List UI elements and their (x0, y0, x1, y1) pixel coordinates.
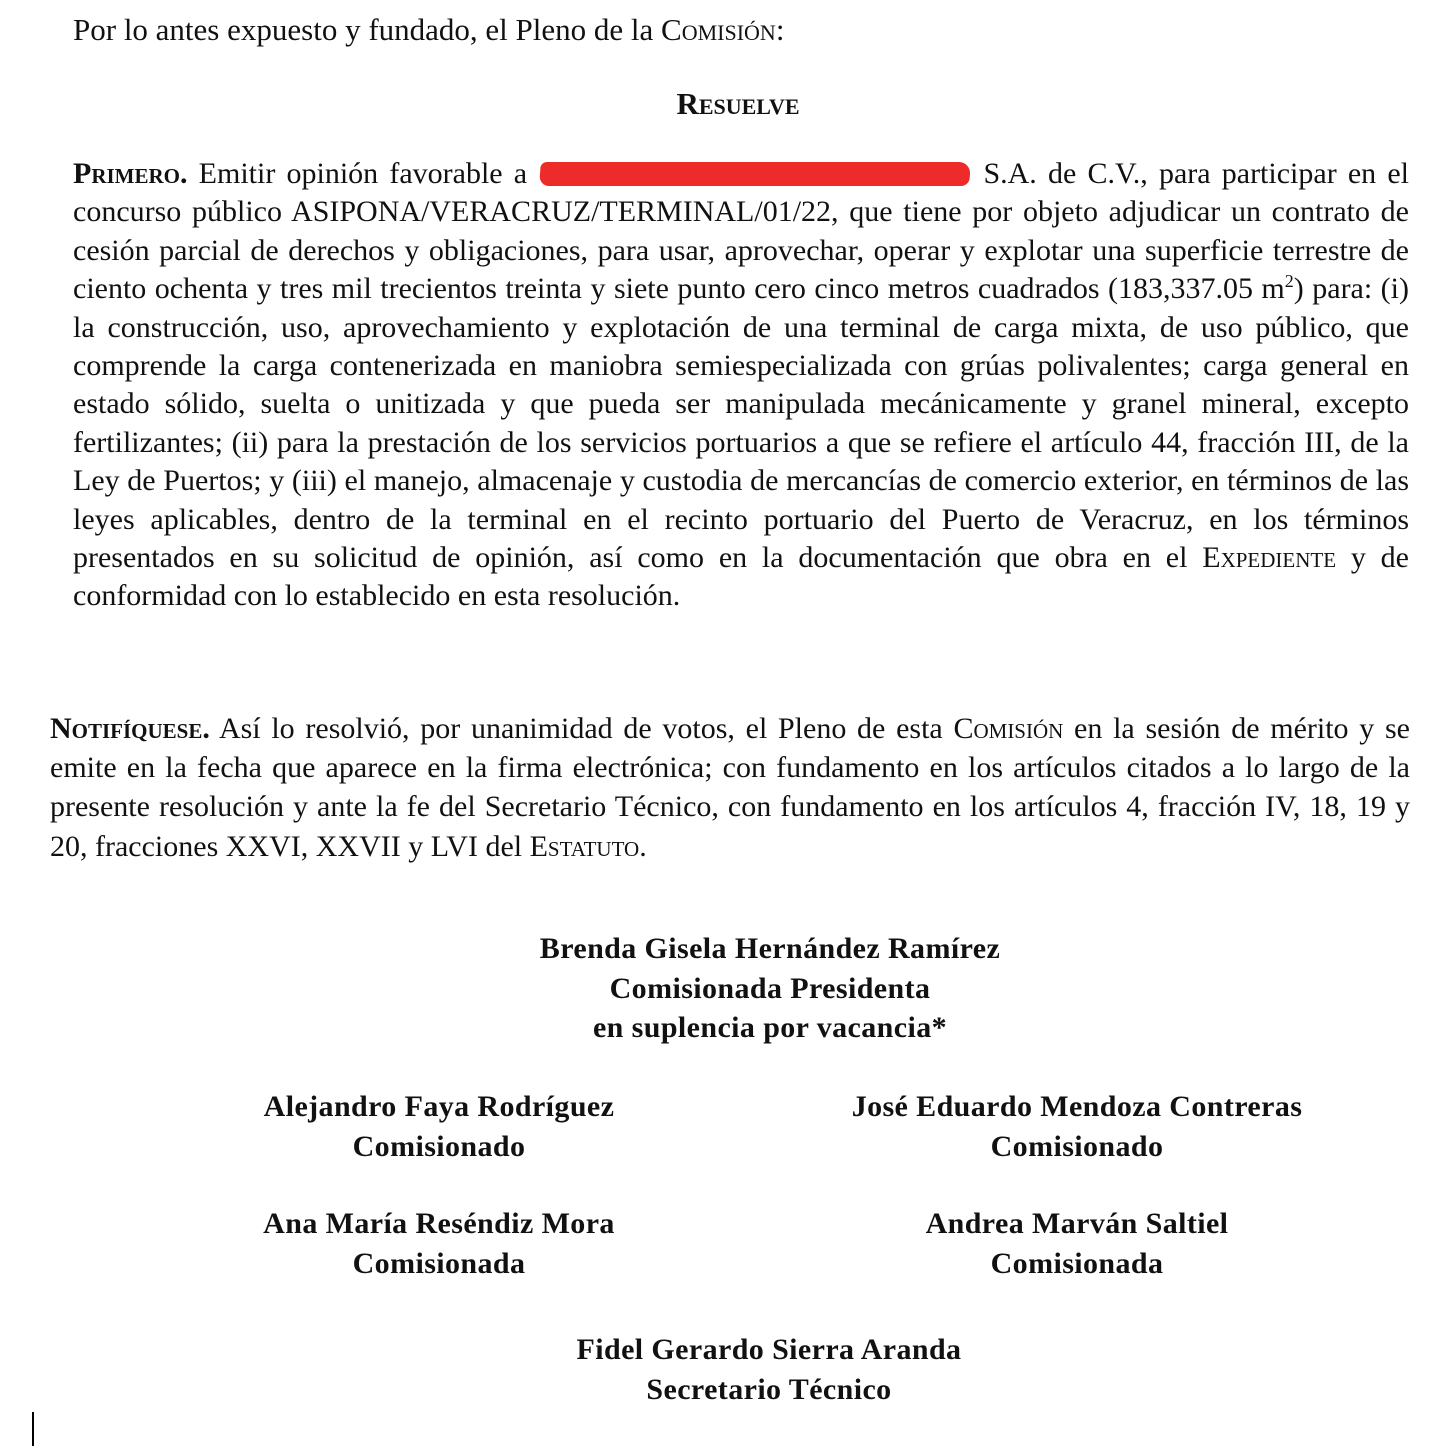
signature-name: José Eduardo Mendoza Contreras (851, 1090, 1303, 1123)
signature-left-bottom (179, 1204, 699, 1283)
signature-name: Andrea Marván Saltiel (925, 1207, 1229, 1240)
primero-text-after: S.A. de C.V., para participar en el concurso público ASIPONA/VERACRUZ/TERMINAL/01/22, que tiene por objeto adjudicar un contrato de cesión parcial de derechos y obligaciones, para usar, aprovechar, operar y explotar una superficie terrestre de ciento ochenta y tres mil trecientos treinta y siete punto cero cinco metros cuadrados (183,337.05 m (73, 157, 1409, 306)
text-cursor (32, 1412, 34, 1446)
signature-secretary (469, 1330, 1069, 1409)
signature-name: Alejandro Faya Rodríguez (263, 1090, 615, 1123)
notifiquese-text-1: Así lo resolvió, por unanimidad de votos, el Pleno de esta (209, 712, 954, 745)
intro-comision: Comisión (661, 12, 776, 47)
signature-president (470, 929, 1070, 1048)
primero-text-before: Emitir opinión favorable a (187, 157, 539, 190)
signature-title: Comisionada (352, 1246, 526, 1280)
primero-text-end: y de conformidad con lo establecido en esta resolución. (73, 541, 1409, 613)
primero-text-after-sup: ) para: (i) la construcción, uso, aprovechamiento y explotación de una terminal de carga mixta, de uso público, que comprende la carga contenerizada en maniobra semiespecializada con grúas polivalentes; carga general en estado sólido, suelta o unitizada y que pueda ser manipulada mecánicamente y granel mineral, excepto fertilizantes; (ii) para la prestación de los servicios portuarios a que se refiere el artículo 44, fracción III, de la Ley de Puertos; y (iii) el manejo, almacenaje y custodia de mercancías de comercio exterior, en términos de las leyes aplicables, dentro de la terminal en el recinto portuario del Puerto de Veracruz, en los términos presentados en su solicitud de opinión, así como en la documentación que obra en el (73, 272, 1409, 575)
intro-text-end: : (775, 12, 785, 47)
notifiquese-label: Notifíquese. (50, 712, 210, 745)
notifiquese-paragraph (50, 709, 1410, 866)
signature-right-top (787, 1087, 1367, 1166)
resuelve-heading: Resuelve (676, 86, 800, 121)
primero-expediente: Expediente (1202, 541, 1337, 575)
signature-name: Fidel Gerardo Sierra Aranda (576, 1333, 962, 1366)
notifiquese-text-end: . (639, 829, 647, 863)
intro-line (73, 10, 784, 50)
signature-name: Ana María Reséndiz Mora (263, 1207, 615, 1240)
signature-title: Secretario Técnico (646, 1372, 892, 1406)
intro-text-start: Por lo antes expuesto y fundado, el Pleno de la (73, 12, 662, 47)
signature-left-top (179, 1087, 699, 1166)
primero-paragraph (73, 155, 1409, 616)
notifiquese-estatuto: Estatuto (529, 829, 640, 863)
primero-label: Primero. (73, 157, 188, 190)
signature-title: Comisionado (352, 1129, 526, 1163)
signature-title: Comisionada (990, 1246, 1164, 1280)
signature-title: Comisionada Presidenta (609, 971, 931, 1005)
redaction-mark (539, 162, 971, 186)
area-superscript: 2 (1284, 271, 1294, 292)
notifiquese-text-2: en la sesión de mérito y se emite en la fecha que aparece en la firma electrónica; con fundamento en los artículos citados a lo largo de la presente resolución y ante la fe del Secretario Técnico, con fundamento en los artículos 4, fracción IV, 18, 19 y 20, fracciones XXVI, XXVII y LVI del (50, 712, 1410, 863)
signature-name: Brenda Gisela Hernández Ramírez (539, 932, 1001, 965)
notifiquese-comision: Comisión (953, 712, 1064, 745)
signature-title: Comisionado (990, 1129, 1164, 1163)
signature-right-bottom (817, 1204, 1337, 1283)
signature-note: en suplencia por vacancia* (592, 1011, 948, 1044)
